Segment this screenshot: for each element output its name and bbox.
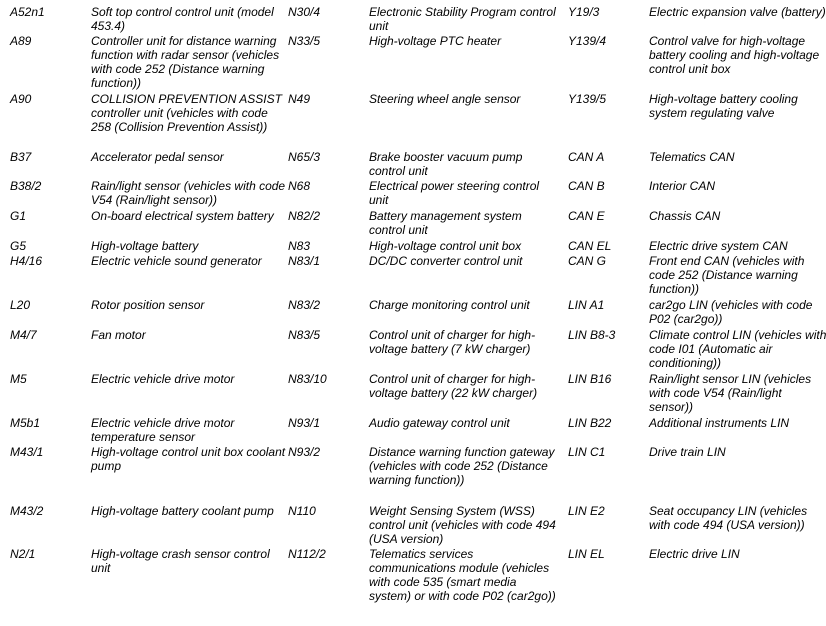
component-code: N30/4	[288, 5, 321, 19]
component-code: N68	[288, 179, 311, 193]
component-description: Drive train LIN	[649, 445, 726, 459]
component-code: N83	[288, 239, 311, 253]
component-description: Audio gateway control unit	[369, 416, 510, 430]
component-code: H4/16	[10, 254, 43, 268]
component-code: LIN B16	[568, 372, 612, 386]
component-description: High-voltage battery coolant pump	[91, 504, 274, 518]
component-description: Front end CAN (vehicles with code 252 (Distance warning function))	[649, 254, 805, 296]
component-description: Brake booster vacuum pump control unit	[369, 150, 523, 178]
component-description: Electric drive LIN	[649, 547, 740, 561]
component-description: High-voltage control unit box	[369, 239, 522, 253]
component-code: M5	[10, 372, 27, 386]
component-description: car2go LIN (vehicles with code P02 (car2go))	[649, 298, 813, 326]
component-description: Electric vehicle drive motor temperature sensor	[91, 416, 235, 444]
component-description: Rain/light sensor LIN (vehicles with code V54 (Rain/light sensor))	[649, 372, 812, 414]
component-description: Soft top control control unit (model 453.4)	[91, 5, 274, 33]
component-code: M43/1	[10, 445, 44, 459]
component-description: Control unit of charger for high-voltage battery (22 kW charger)	[369, 372, 538, 400]
component-code: A52n1	[10, 5, 45, 19]
component-description: High-voltage battery	[91, 239, 199, 253]
component-code: N110	[288, 504, 316, 518]
component-description: Weight Sensing System (WSS) control unit (vehicles with code 494 (USA version)	[369, 504, 556, 546]
component-description: Rotor position sensor	[91, 298, 205, 312]
component-code: M5b1	[10, 416, 41, 430]
component-description: DC/DC converter control unit	[369, 254, 523, 268]
component-code: CAN E	[568, 209, 605, 223]
component-code: LIN B22	[568, 416, 612, 430]
component-code: G5	[10, 239, 27, 253]
component-description: High-voltage battery cooling system regulating valve	[649, 92, 798, 120]
component-code: A90	[10, 92, 32, 106]
component-code: B37	[10, 150, 32, 164]
component-code: LIN B8-3	[568, 328, 616, 342]
component-code: CAN B	[568, 179, 605, 193]
component-code: N82/2	[288, 209, 321, 223]
component-description: Fan motor	[91, 328, 146, 342]
component-description: Electric vehicle sound generator	[91, 254, 262, 268]
component-description: Seat occupancy LIN (vehicles with code 494 (USA version))	[649, 504, 808, 532]
component-code: Y139/4	[568, 34, 607, 48]
component-description: Control unit of charger for high-voltage battery (7 kW charger)	[369, 328, 536, 356]
component-code: N93/2	[288, 445, 321, 459]
component-code: N65/3	[288, 150, 321, 164]
component-description: High-voltage PTC heater	[369, 34, 502, 48]
component-code: LIN EL	[568, 547, 605, 561]
component-description: On-board electrical system battery	[91, 209, 274, 223]
component-code: G1	[10, 209, 27, 223]
component-code: A89	[10, 34, 32, 48]
component-description: Rain/light sensor (vehicles with code V54 (Rain/light sensor))	[91, 179, 286, 207]
component-description: Climate control LIN (vehicles with code I01 (Automatic air conditioning))	[649, 328, 826, 370]
component-code: Y19/3	[568, 5, 600, 19]
component-code: N112/2	[288, 547, 326, 561]
component-code: N93/1	[288, 416, 321, 430]
component-code: CAN G	[568, 254, 607, 268]
component-code: M4/7	[10, 328, 37, 342]
component-code: Y139/5	[568, 92, 607, 106]
component-description: Additional instruments LIN	[649, 416, 790, 430]
component-description: Telematics services communications module (vehicles with code 535 (smart media system) or with code P02 (car2go))	[369, 547, 556, 603]
component-description: Telematics CAN	[649, 150, 735, 164]
component-description: Chassis CAN	[649, 209, 721, 223]
component-code: N83/1	[288, 254, 321, 268]
component-code: N49	[288, 92, 311, 106]
component-description: Electric vehicle drive motor	[91, 372, 235, 386]
component-description: Charge monitoring control unit	[369, 298, 530, 312]
component-code: M43/2	[10, 504, 44, 518]
component-code: CAN EL	[568, 239, 612, 253]
component-code: N83/2	[288, 298, 321, 312]
component-description: Steering wheel angle sensor	[369, 92, 521, 106]
component-description: Electronic Stability Program control unit	[369, 5, 556, 33]
component-code: N83/10	[288, 372, 327, 386]
component-description: Battery management system control unit	[369, 209, 522, 237]
component-code: N2/1	[10, 547, 36, 561]
component-code: LIN A1	[568, 298, 605, 312]
component-description: Control valve for high-voltage battery cooling and high-voltage control unit box	[649, 34, 820, 76]
component-description: Electric expansion valve (battery)	[649, 5, 826, 19]
component-description: COLLISION PREVENTION ASSIST controller unit (vehicles with code 258 (Collision Prevention Assist))	[91, 92, 282, 134]
component-description: Controller unit for distance warning function with radar sensor (vehicles with code 252 (Distance warning function))	[91, 34, 280, 90]
component-code: N33/5	[288, 34, 321, 48]
component-code: CAN A	[568, 150, 605, 164]
component-description: Electrical power steering control unit	[369, 179, 540, 207]
component-code: L20	[10, 298, 31, 312]
component-code: N83/5	[288, 328, 321, 342]
component-description: High-voltage crash sensor control unit	[91, 547, 270, 575]
component-code: LIN C1	[568, 445, 606, 459]
component-code: LIN E2	[568, 504, 605, 518]
component-description: High-voltage control unit box coolant pump	[91, 445, 286, 473]
component-code: B38/2	[10, 179, 42, 193]
component-description: Accelerator pedal sensor	[91, 150, 224, 164]
component-description: Distance warning function gateway (vehicles with code 252 (Distance warning function))	[369, 445, 555, 487]
component-description: Interior CAN	[649, 179, 716, 193]
component-description: Electric drive system CAN	[649, 239, 788, 253]
